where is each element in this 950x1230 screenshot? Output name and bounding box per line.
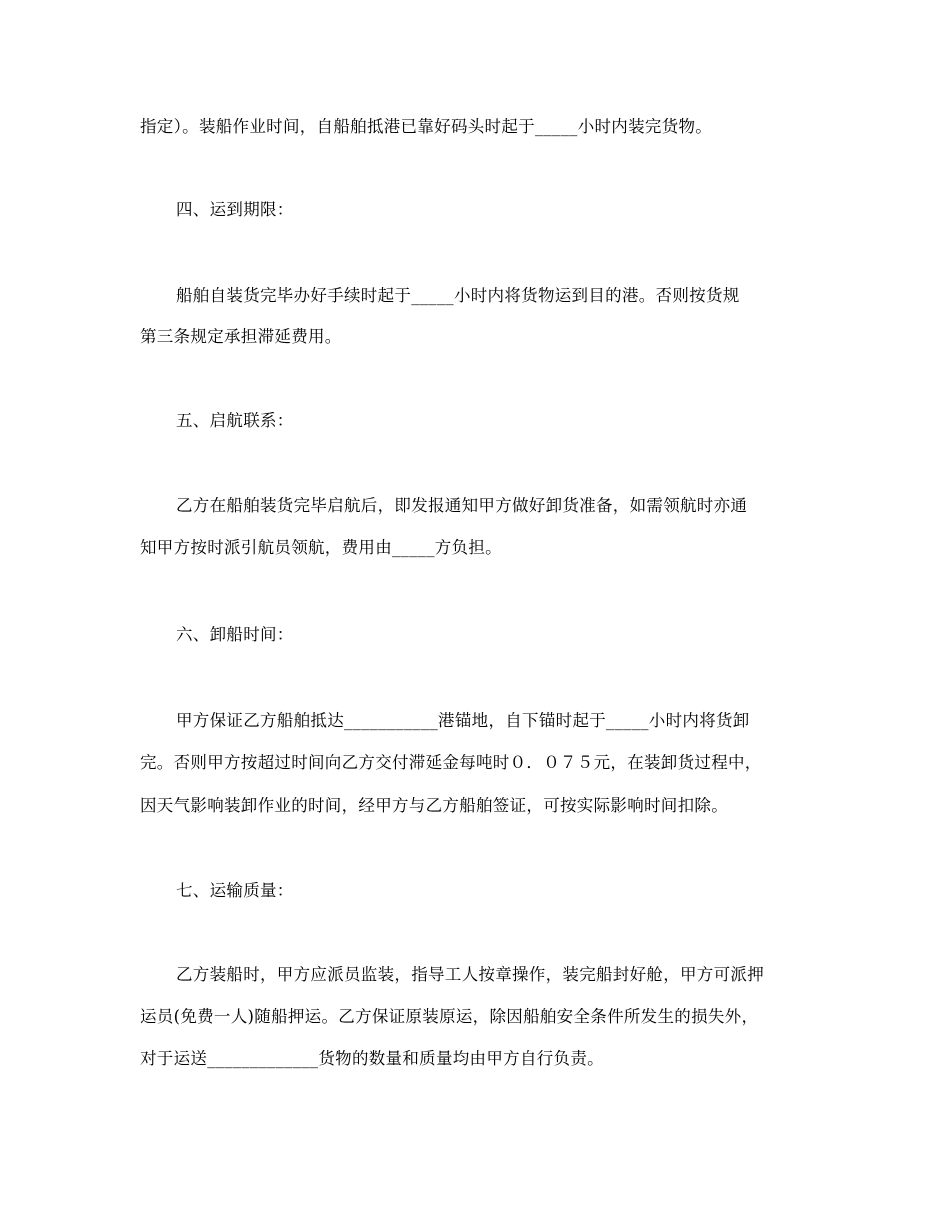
section-heading-transport-deadline: 四、运到期限： xyxy=(176,200,294,219)
paragraph-transport-deadline-line-2: 第三条规定承担滞延费用。 xyxy=(140,327,342,346)
paragraph-transport-deadline-line-1: 船舶自装货完毕办好手续时起于_____小时内将货物运到目的港。否则按货规 xyxy=(176,286,740,305)
section-heading-transport-quality: 七、运输质量： xyxy=(176,881,294,900)
section-heading-unloading-time: 六、卸船时间： xyxy=(176,625,294,644)
paragraph-unloading-time-line-2: 完。否则甲方按超过时间向乙方交付滞延金每吨时０．０７５元，在装卸货过程中， xyxy=(140,753,762,772)
section-heading-departure-contact: 五、启航联系： xyxy=(176,411,294,430)
paragraph-transport-quality-line-2: 运员(免费一人)随船押运。乙方保证原装原运，除因船舶安全条件所发生的损失外， xyxy=(140,1007,759,1026)
paragraph-transport-quality-line-3: 对于运送_____________货物的数量和质量均由甲方自行负责。 xyxy=(140,1049,604,1068)
paragraph-unloading-time-line-3: 因天气影响装卸作业的时间，经甲方与乙方船舶签证，可按实际影响时间扣除。 xyxy=(140,796,728,815)
paragraph-loading-time-end: 指定）。装船作业时间，自船舶抵港已靠好码头时起于_____小时内装完货物。 xyxy=(140,117,713,136)
paragraph-departure-contact-line-1: 乙方在船舶装货完毕启航后，即发报通知甲方做好卸货准备，如需领航时亦通 xyxy=(176,496,748,515)
paragraph-transport-quality-line-1: 乙方装船时，甲方应派员监装，指导工人按章操作，装完船封好舱，甲方可派押 xyxy=(176,965,764,984)
paragraph-unloading-time-line-1: 甲方保证乙方船舶抵达___________港锚地，自下锚时起于_____小时内将货卸 xyxy=(176,711,750,730)
paragraph-departure-contact-line-2: 知甲方按时派引航员领航，费用由_____方负担。 xyxy=(140,538,502,557)
